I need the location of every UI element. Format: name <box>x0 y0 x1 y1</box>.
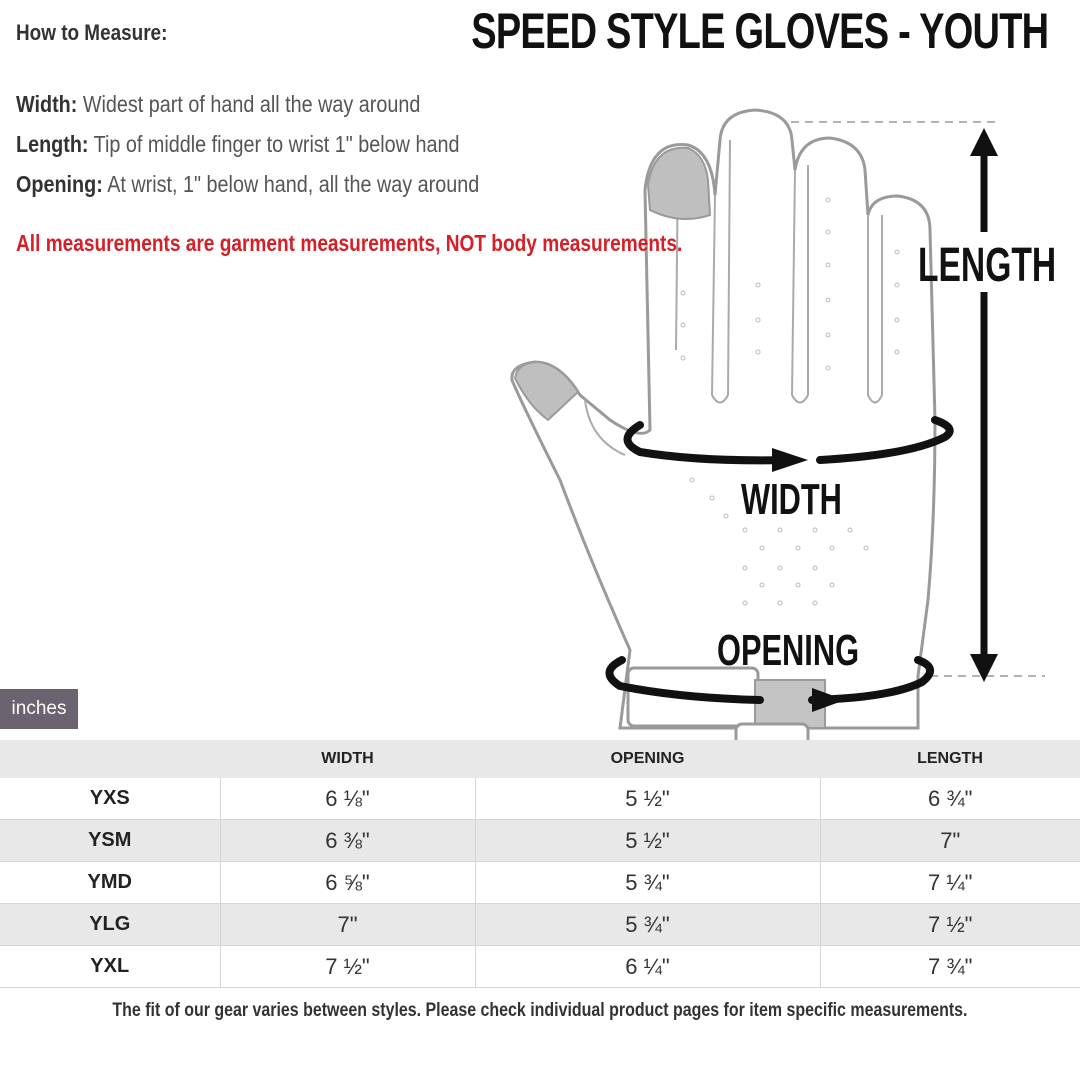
size-cell: YLG <box>0 904 220 946</box>
definition-term: Width: <box>16 91 78 117</box>
table-row <box>0 904 1080 946</box>
width-cell: 7 ½" <box>220 946 475 988</box>
column-header-width: WIDTH <box>220 740 475 778</box>
definition-text: Widest part of hand all the way around <box>82 91 421 117</box>
length-cell: 7 ½" <box>820 904 1080 946</box>
how-to-measure-heading: How to Measure: <box>16 20 168 45</box>
length-arrow <box>970 128 998 682</box>
fit-note-text: The fit of our gear varies between styles. Please check individual product pages for item specific measurements. <box>112 1000 968 1021</box>
definition-term: Length: <box>16 131 89 157</box>
length-label: LENGTH <box>918 239 1057 292</box>
column-header-opening: OPENING <box>475 740 820 778</box>
definition-length <box>16 124 479 164</box>
definition-opening <box>16 164 479 204</box>
opening-cell: 5 ¾" <box>475 904 820 946</box>
unit-tab-inches[interactable]: inches <box>0 689 78 729</box>
width-cell: 7" <box>220 904 475 946</box>
index-fingertip-patch <box>648 148 710 219</box>
opening-label: OPENING <box>717 626 860 675</box>
size-chart-table <box>0 740 1080 988</box>
size-cell: YMD <box>0 862 220 904</box>
measurement-definitions <box>16 84 555 204</box>
length-cell: 7" <box>820 820 1080 862</box>
opening-cell: 5 ¾" <box>475 862 820 904</box>
table-row <box>0 862 1080 904</box>
size-cell: YXL <box>0 946 220 988</box>
width-cell: 6 ⅜" <box>220 820 475 862</box>
table-row <box>0 778 1080 820</box>
table-row <box>0 820 1080 862</box>
page-title: SPEED STYLE GLOVES - YOUTH <box>470 3 1048 59</box>
definition-text: Tip of middle finger to wrist 1" below hand <box>93 131 460 157</box>
size-cell: YSM <box>0 820 220 862</box>
size-cell: YXS <box>0 778 220 820</box>
length-cell: 6 ¾" <box>820 778 1080 820</box>
opening-cell: 5 ½" <box>475 778 820 820</box>
length-cell: 7 ¾" <box>820 946 1080 988</box>
table-header-row <box>0 740 1080 778</box>
definition-term: Opening: <box>16 171 103 197</box>
opening-cell: 5 ½" <box>475 820 820 862</box>
garment-measurement-disclaimer: All measurements are garment measurements, NOT body measurements. <box>16 230 683 256</box>
length-cell: 7 ¼" <box>820 862 1080 904</box>
column-header-size <box>0 740 220 778</box>
table-row <box>0 946 1080 988</box>
opening-cell: 6 ¼" <box>475 946 820 988</box>
width-cell: 6 ⅝" <box>220 862 475 904</box>
definition-text: At wrist, 1" below hand, all the way around <box>107 171 480 197</box>
column-header-length: LENGTH <box>820 740 1080 778</box>
definition-width <box>16 84 479 124</box>
width-cell: 6 ⅛" <box>220 778 475 820</box>
width-label: WIDTH <box>741 475 842 524</box>
fit-note <box>0 1000 1080 1022</box>
